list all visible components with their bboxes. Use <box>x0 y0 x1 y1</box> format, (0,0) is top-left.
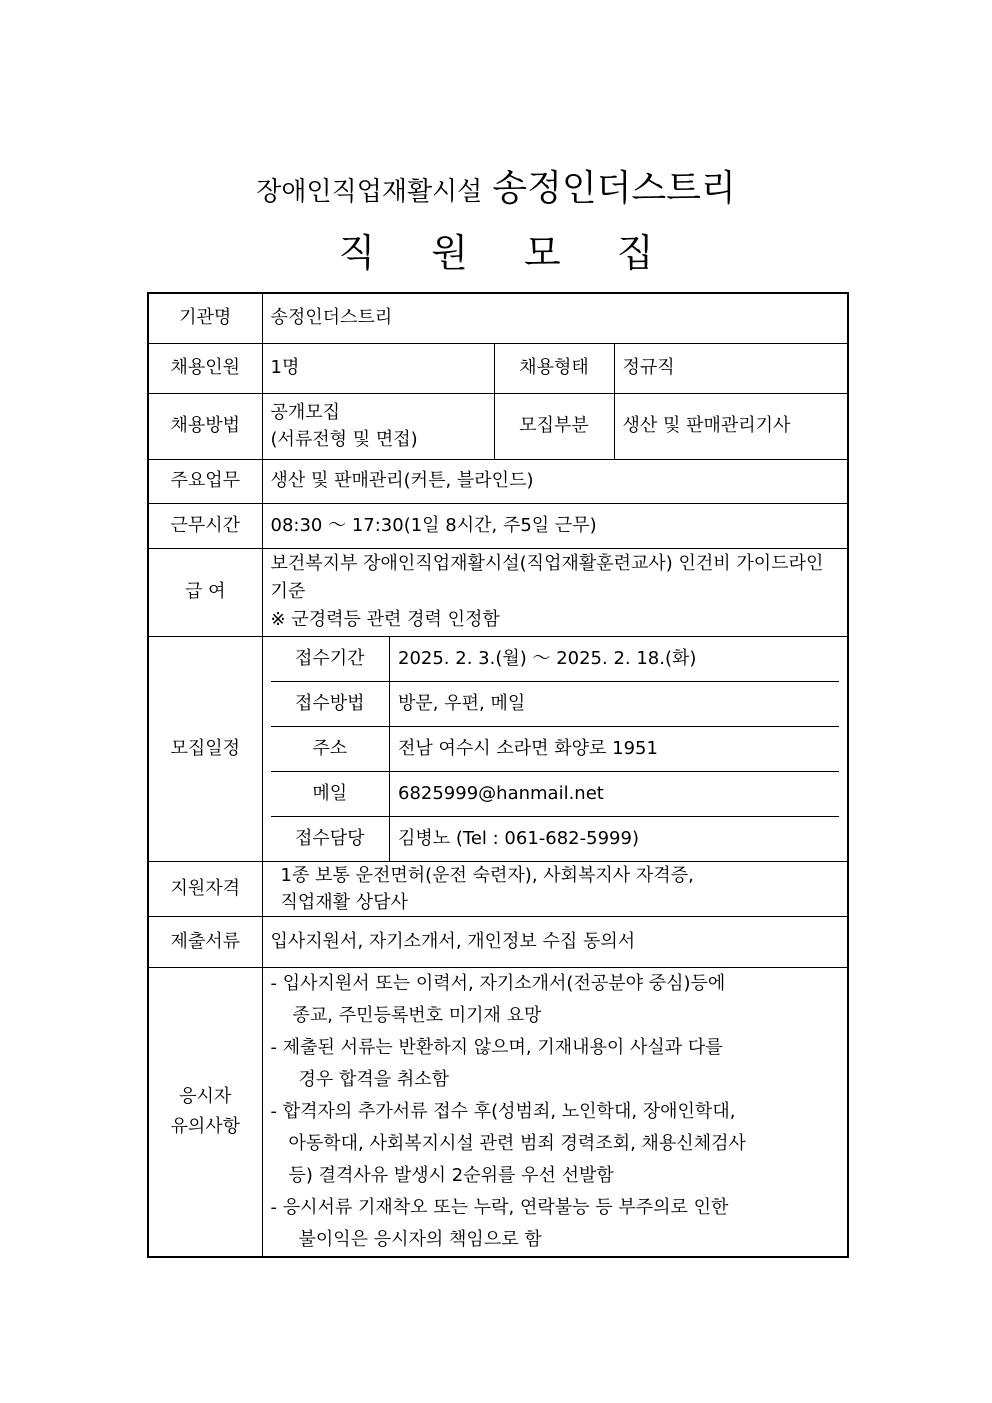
note-item <box>271 1192 840 1256</box>
schedule-item <box>271 816 840 861</box>
facility-title <box>256 160 735 211</box>
notes-list <box>262 967 848 1257</box>
note-item <box>271 1032 840 1096</box>
schedule-item-label: 접수방법 <box>271 681 390 726</box>
note-continuation: 종교, 주민등록번호 미기재 요망 <box>292 1004 542 1026</box>
duty-value: 생산 및 판매관리(커튼, 블라인드) <box>262 459 848 503</box>
note-item <box>271 968 840 1032</box>
schedule-item <box>271 771 840 816</box>
pay-row <box>148 548 848 636</box>
pay-label: 급 여 <box>148 548 262 636</box>
org-label: 기관명 <box>148 293 262 343</box>
docs-value: 입사지원서, 자기소개서, 개인정보 수집 동의서 <box>262 916 848 967</box>
note-continuation: 아동학대, 사회복지시설 관련 범죄 경력조회, 채용신체검사 등) 결격사유 발생시 2순위를 우선 선발함 <box>288 1132 746 1186</box>
hours-row <box>148 503 848 548</box>
qual-row <box>148 861 848 916</box>
schedule-item-value: 전남 여수시 소라면 화양로 1951 <box>390 726 840 771</box>
schedule-row <box>148 636 848 861</box>
recruitment-table <box>147 292 849 1258</box>
note-first-line: - 제출된 서류는 반환하지 않으며, 기재내용이 사실과 다를 <box>270 1036 723 1058</box>
type-value: 정규직 <box>614 343 848 393</box>
schedule-item <box>271 726 840 771</box>
document-title <box>0 160 992 211</box>
qual-value: 1종 보통 운전면허(운전 숙련자), 사회복지사 자격증, 직업재활 상담사 <box>262 861 848 916</box>
dept-value: 생산 및 판매관리기사 <box>614 393 848 459</box>
schedule-item-label: 접수담당 <box>271 816 390 861</box>
schedule-item <box>271 637 840 682</box>
count-row <box>148 343 848 393</box>
recruitment-heading: 직 원 모 집 <box>338 231 676 275</box>
schedule-item-label: 메일 <box>271 771 390 816</box>
method-row <box>148 393 848 459</box>
schedule-item-value: 김병노 (Tel : 061-682-5999) <box>398 827 639 849</box>
schedule-item <box>271 681 840 726</box>
qual-label: 지원자격 <box>148 861 262 916</box>
docs-row <box>148 916 848 967</box>
schedule-item-label: 주소 <box>271 726 390 771</box>
facility-type: 장애인직업재활시설 <box>256 177 483 207</box>
count-value: 1명 <box>262 343 494 393</box>
pay-value: 보건복지부 장애인직업재활시설(직업재활훈련교사) 인건비 가이드라인 기준 ※ 군경력등 관련 경력 인정함 <box>262 548 848 636</box>
count-label: 채용인원 <box>148 343 262 393</box>
note-continuation: 불이익은 응시자의 책임으로 함 <box>298 1228 542 1250</box>
dept-label: 모집부분 <box>494 393 614 459</box>
note-first-line: - 합격자의 추가서류 접수 후(성범죄, 노인학대, 장애인학대, <box>270 1100 736 1122</box>
method-value: 공개모집 (서류전형 및 면접) <box>262 393 494 459</box>
org-value: 송정인더스트리 <box>262 293 848 343</box>
duty-row <box>148 459 848 503</box>
company-name: 송정인더스트리 <box>492 168 736 209</box>
hours-label: 근무시간 <box>148 503 262 548</box>
notes-label: 응시자 유의사항 <box>148 967 262 1257</box>
type-label: 채용형태 <box>494 343 614 393</box>
schedule-label: 모집일정 <box>148 636 262 861</box>
note-first-line: - 입사지원서 또는 이력서, 자기소개서(전공분야 중심)등에 <box>270 972 726 994</box>
schedule-item-value: 2025. 2. 3.(월) ～ 2025. 2. 18.(화) <box>390 637 840 682</box>
duty-label: 주요업무 <box>148 459 262 503</box>
email-value: 6825999@hanmail.net <box>390 771 840 816</box>
org-row <box>148 293 848 343</box>
note-item <box>271 1096 840 1192</box>
note-first-line: - 응시서류 기재착오 또는 누락, 연락불능 등 부주의로 인한 <box>270 1196 729 1218</box>
notes-row <box>148 967 848 1257</box>
docs-label: 제출서류 <box>148 916 262 967</box>
note-continuation: 경우 합격을 취소함 <box>298 1068 450 1090</box>
schedule-table <box>271 637 840 861</box>
schedule-item-label: 접수기간 <box>271 637 390 682</box>
hours-value: 08:30 ～ 17:30(1일 8시간, 주5일 근무) <box>262 503 848 548</box>
schedule-item-value: 방문, 우편, 메일 <box>390 681 840 726</box>
method-label: 채용방법 <box>148 393 262 459</box>
